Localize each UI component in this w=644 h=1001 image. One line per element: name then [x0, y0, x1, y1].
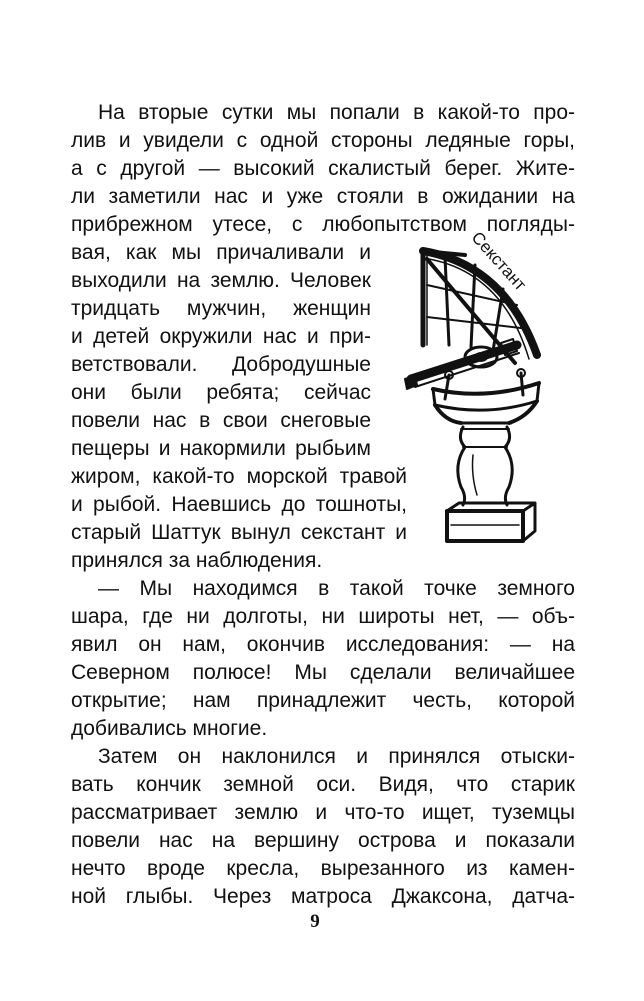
text-line: ли заметили нас и уже стояли в ожидании на [71, 185, 575, 208]
text-line: пещеры и накормили рыбьим [71, 437, 371, 460]
text-line: и детей окружили нас и при- [71, 325, 371, 348]
text-line: жиром, какой-то морской травой [71, 465, 407, 488]
text-line: явил он нам, окончив исследования: — на [71, 633, 575, 656]
text-line: шара, где ни долготы, ни широты нет, — объ- [71, 605, 575, 628]
text-line: и рыбой. Наевшись до тошноты, [71, 493, 407, 516]
text-line: открытие; нам принадлежит честь, которой [71, 689, 575, 712]
text-line: вать кончик земной оси. Видя, что старик [71, 773, 575, 796]
text-line: старый Шаттук вынул секстант и [71, 521, 407, 544]
sextant-drawing [405, 225, 570, 555]
text-line: ной глыбы. Через матроса Джаксона, датча- [71, 885, 575, 908]
sextant-illustration [405, 225, 570, 555]
text-line: а с другой — высокий скалистый берег. Жите- [71, 157, 575, 180]
text-line: Затем он наклонился и принялся отыски- [98, 745, 575, 768]
text-line: На вторые сутки мы попали в какой-то про- [98, 101, 575, 124]
text-line: — Мы находимся в такой точке земного [98, 577, 575, 600]
text-line: выходили на землю. Человек [71, 269, 371, 292]
text-line: прибрежном утесе, с любопытством погляды- [71, 213, 575, 236]
text-line: повели нас в свои снеговые [71, 409, 371, 432]
text-line: добивались многие. [71, 717, 268, 740]
text-line: они были ребята; сейчас [71, 381, 371, 404]
text-line: нечто вроде кресла, вырезанного из камен- [71, 857, 575, 880]
text-line: повели нас на вершину острова и показали [71, 829, 575, 852]
text-line: Северном полюсе! Мы сделали величайшее [71, 661, 575, 684]
text-line: рассматривает землю и что-то ищет, туземцы [71, 801, 575, 824]
page-number: 9 [310, 911, 320, 932]
text-line: вая, как мы причаливали и [71, 241, 371, 264]
text-line: тридцать мужчин, женщин [71, 297, 371, 320]
text-line: лив и увидели с одной стороны ледяные горы, [71, 129, 575, 152]
text-line: принялся за наблюдения. [71, 549, 323, 572]
illustration-caption: Секстант [467, 228, 531, 295]
text-line: ветствовали. Добродушные [71, 353, 371, 376]
